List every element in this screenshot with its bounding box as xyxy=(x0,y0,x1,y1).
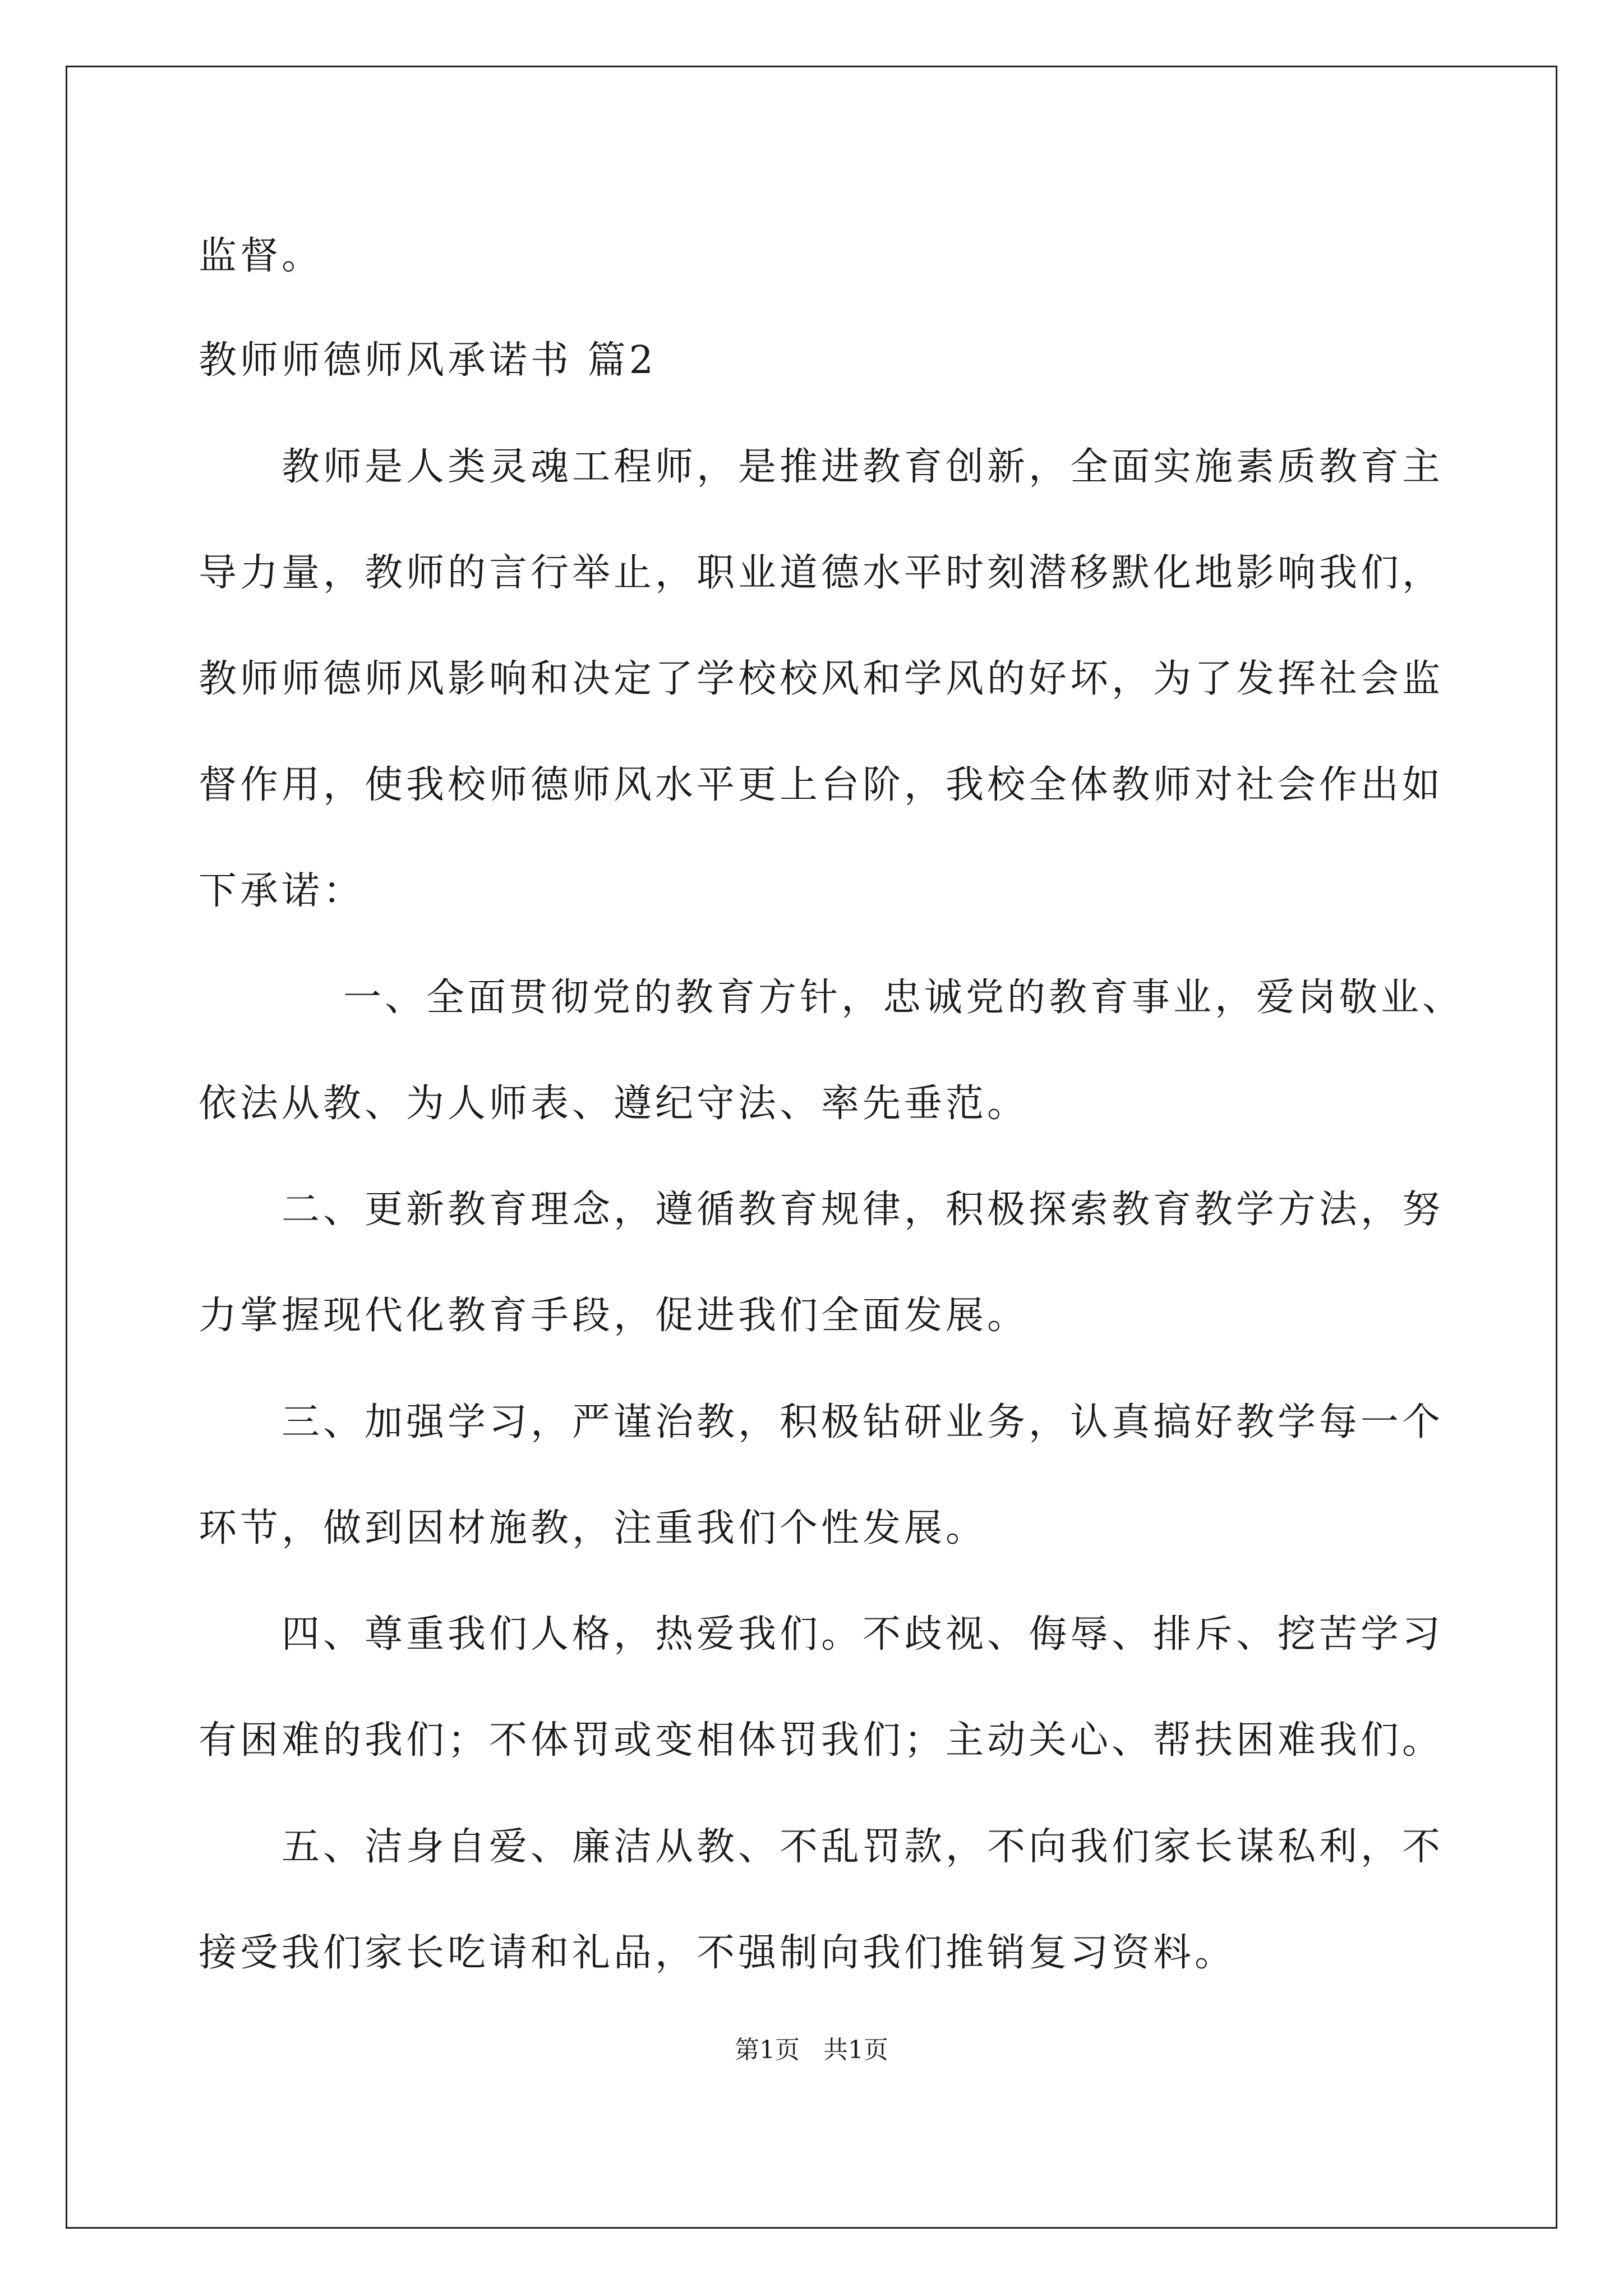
paragraph-line: 接受我们家长吃请和礼品，不强制向我们推销复习资料。 xyxy=(199,1931,1237,1975)
paragraph-line: 环节，做到因材施教，注重我们个性发展。 xyxy=(199,1506,988,1550)
text-line: 监督。 xyxy=(199,234,324,278)
paragraph-line: 五、洁身自爱、廉洁从教、不乱罚款，不向我们家长谋私利，不 xyxy=(282,1825,1444,1869)
section-heading: 教师师德师风承诺书 篇2 xyxy=(199,338,657,383)
paragraph-line: 教师师德师风影响和决定了学校校风和学风的好坏，为了发挥社会监 xyxy=(199,657,1444,701)
paragraph-line: 导力量，教师的言行举止，职业道德水平时刻潜移默化地影响我们， xyxy=(199,551,1444,595)
page-border xyxy=(66,66,1557,2229)
paragraph-line: 教师是人类灵魂工程师，是推进教育创新，全面实施素质教育主 xyxy=(282,445,1444,489)
paragraph-line: 一、全面贯彻党的教育方针，忠诚党的教育事业，爱岗敬业、 xyxy=(343,976,1464,1020)
paragraph-line: 二、更新教育理念，遵循教育规律，积极探索教育教学方法，努 xyxy=(282,1188,1444,1232)
paragraph-line: 力掌握现代化教育手段，促进我们全面发展。 xyxy=(199,1294,1029,1338)
paragraph-line: 依法从教、为人师表、遵纪守法、率先垂范。 xyxy=(199,1082,1029,1126)
page-footer: 第1页 共1页 xyxy=(735,2036,888,2064)
paragraph-line: 四、尊重我们人格，热爱我们。不歧视、侮辱、排斥、挖苦学习 xyxy=(282,1612,1444,1657)
paragraph-line: 督作用，使我校师德师风水平更上台阶，我校全体教师对社会作出如 xyxy=(199,763,1444,807)
paragraph-line: 三、加强学习，严谨治教，积极钻研业务，认真搞好教学每一个 xyxy=(282,1400,1444,1444)
paragraph-line: 有困难的我们；不体罚或变相体罚我们；主动关心、帮扶困难我们。 xyxy=(199,1718,1444,1763)
paragraph-line: 下承诺： xyxy=(199,869,365,913)
